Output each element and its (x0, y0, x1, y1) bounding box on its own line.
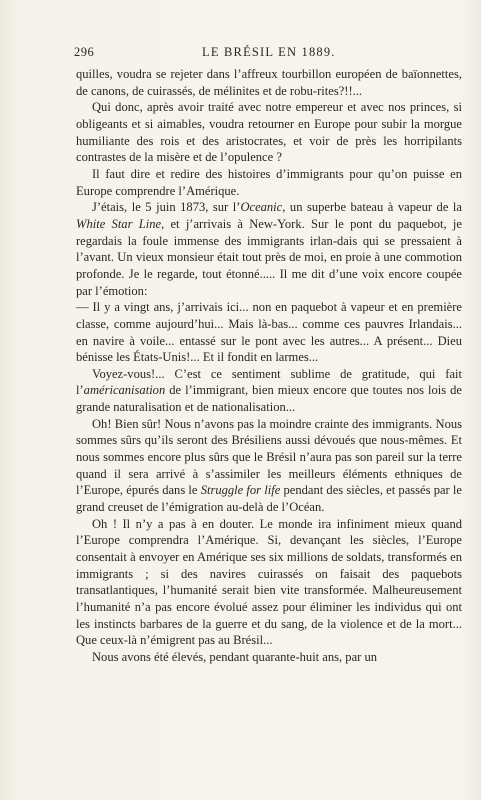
paragraph (76, 99, 462, 166)
paragraph (76, 199, 462, 299)
page-header (74, 45, 463, 63)
shipping-line-name: White Star Line (76, 216, 162, 231)
paragraph (76, 416, 462, 516)
paragraph-text: quilles, voudra se rejeter dans l’affreux tourbillon européen de baïonnettes, de canons, de cuirassés, de mélinites et de robu-rites?!!... (76, 67, 462, 98)
paragraph-text: — Il y a vingt ans, j’arrivais ici... non en paquebot à vapeur et en première classe, comme aujourd’hui... Mais là-bas... comme ces pauvres Irlandais... en navire à voile... entassé sur le pont avec les autres... A présent... Dieu bénisse les États-Unis!... Et il fondit en larmes... (76, 300, 462, 365)
paragraph (76, 366, 462, 416)
paragraph-text: Qui donc, après avoir traité avec notre empereur et avec nos princes, si obligeants et si aimables, voudra retourner en Europe pour subir la morgue humiliante des rois et des aristocrates, et voir de près les horripilants contrastes de la misère et de l’opulence ? (76, 100, 462, 165)
page-number: 296 (74, 45, 95, 59)
paragraph-text: Voyez-vous!... C’est ce sentiment sublime de gratitude, qui fait l’ (76, 366, 462, 398)
paragraph-text: , et j’arrivais à New-York. Sur le pont du paquebot, je regardais la foule immense des immigrants irlan-dais qui se pressaient à l’avant. Un vieux monsieur était tout près de moi, en proie à une commotion profonde. Je le regarde, tout étonné..... Il me dit d’une voix encore coupée par l’émotion: (76, 216, 462, 298)
paragraph (76, 649, 462, 666)
italic-term: américanisation (83, 383, 166, 398)
paragraph-text: Oh ! Il n’y a pas à en douter. Le monde ira infiniment mieux quand l’Europe comprendra l’Amérique. Si, devançant les siècles, l’Europe consentait à envoyer en Amérique ses six millions de soldats, transformés en immigrants ; si des navires cuirassés on faisait des paquebots transatlantiques, l’humanité serait bien vite transformée. Malheureusement l’humanité n’a pas encore évolué assez pour éliminer les individus qui ont les instincts barbares de la guerre et du sang, de la violence et de la mort... Que ceux-là n’émigrent pas au Brésil... (76, 516, 462, 648)
italic-term: Struggle for life (200, 483, 281, 498)
paragraph (76, 166, 462, 199)
paragraph-text: Il faut dire et redire des histoires d’immigrants pour qu’on puisse en Europe comprendre l’Amérique. (76, 166, 462, 198)
dialogue-paragraph (76, 299, 462, 366)
paragraph (76, 66, 462, 99)
paragraph-text: Nous avons été élevés, pendant quarante-huit ans, par un (92, 649, 378, 664)
running-title: LE BRÉSIL EN 1889. (202, 45, 336, 59)
paragraph-text: , un superbe bateau à vapeur de la (282, 200, 462, 215)
paragraph-text: Oh! Bien sûr! Nous n’avons pas la moindre crainte des immigrants. Nous sommes sûrs qu’ils seront des Brésiliens aussi dévoués que nous-mêmes. Et nous sommes encore plus sûrs que le Brésil n’aura pas son pareil sur la terre quand il sera arrivé à s’assimiler les meilleurs éléments ethniques de l’Europe, épurés dans le (76, 416, 462, 498)
body-text (76, 66, 462, 666)
ship-name: Oceanic (240, 200, 283, 215)
paragraph (76, 516, 462, 649)
paragraph-text: pendant des siècles, et passés par le grand creuset de l’émigration au-delà de l’Océan. (76, 483, 462, 515)
paragraph-text: de l’immigrant, bien mieux encore que toutes nos lois de grande naturalisation et de nationalisation... (76, 383, 462, 415)
paragraph-text: J’étais, le 5 juin 1873, sur l’ (92, 200, 241, 215)
